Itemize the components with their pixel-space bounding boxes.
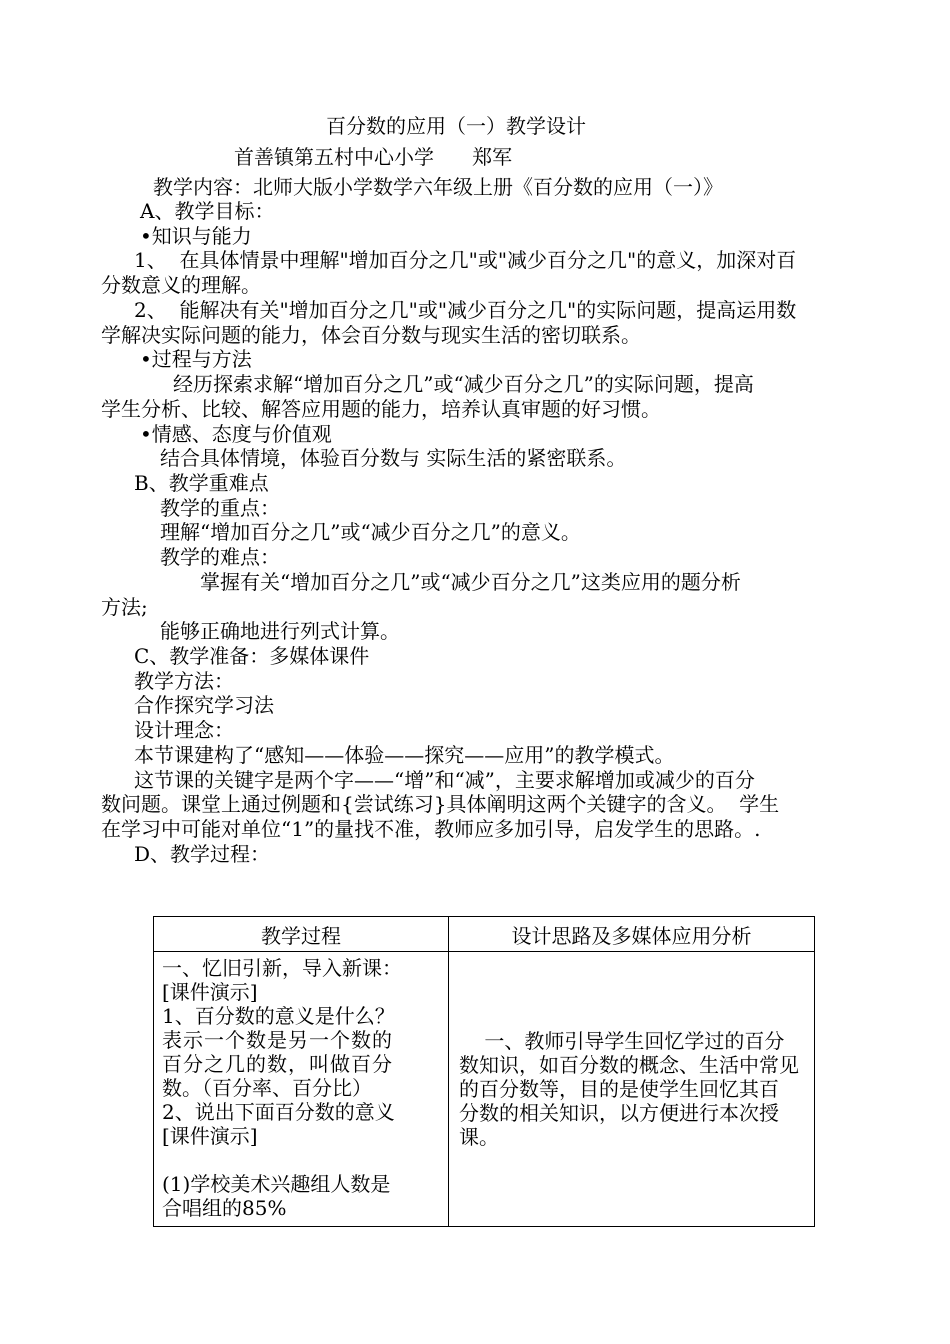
difficulty-line2: 方法; <box>101 595 148 619</box>
cell-line: [课件演示] <box>162 980 258 1004</box>
table-header-row <box>154 917 815 952</box>
section-d-heading: D、教学过程： <box>134 842 271 866</box>
difficulty-heading: 教学的难点： <box>160 545 280 569</box>
emotion-heading: •情感、态度与价值观 <box>140 422 332 446</box>
key-point-line: 理解“增加百分之几”或“减少百分之几”的意义。 <box>160 520 581 544</box>
emotion-line: 结合具体情境，体验百分数与 实际生活的紧密联系。 <box>160 446 627 470</box>
process-line2: 学生分析、比较、解答应用题的能力，培养认真审题的好习惯。 <box>101 397 661 421</box>
knowledge-heading: •知识与能力 <box>140 224 252 248</box>
cell-line: 表示一个数是另一个数的 <box>162 1028 393 1052</box>
teaching-process-table <box>153 916 815 1227</box>
analysis-line: 的百分数等，目的是使学生回忆其百 <box>459 1077 779 1101</box>
method-heading: 教学方法： <box>134 669 234 693</box>
design-analysis-cell <box>449 952 815 1227</box>
cell-line: 1、百分数的意义是什么？ <box>162 1004 395 1028</box>
process-heading: •过程与方法 <box>140 347 252 371</box>
analysis-line: 数知识，如百分数的概念、生活中常见 <box>459 1053 799 1077</box>
key-point-heading: 教学的重点： <box>160 496 280 520</box>
cell-line: [课件演示] <box>162 1124 258 1148</box>
cell-line: 一、忆旧引新，导入新课： <box>162 956 402 980</box>
analysis-line: 一、教师引导学生回忆学过的百分 <box>459 1029 785 1053</box>
section-c-heading: C、教学准备：多媒体课件 <box>134 644 370 668</box>
cell-line: 数。（百分率、百分比） <box>162 1076 372 1100</box>
keyword-line3: 在学习中可能对单位“1”的量找不准，教师应多加引导，启发学生的思路。. <box>101 817 761 841</box>
goal1-line1: 1、 在具体情景中理解"增加百分之几"或"减少百分之几"的意义，加深对百 <box>134 248 797 272</box>
design-analysis-text <box>459 1029 806 1149</box>
header-teaching-process: 教学过程 <box>154 917 449 952</box>
cell-line: 百分之几的数，叫做百分 <box>162 1052 393 1076</box>
section-b-heading: B、教学重难点 <box>134 471 269 495</box>
concept-heading: 设计理念： <box>134 718 234 742</box>
section-a-heading: A、教学目标： <box>140 199 275 223</box>
document-title: 百分数的应用（一）教学设计 <box>326 114 586 138</box>
concept-line: 本节课建构了“感知——体验——探究——应用”的教学模式。 <box>134 743 675 767</box>
difficulty-line1: 掌握有关“增加百分之几”或“减少百分之几”这类应用的题分析 <box>200 570 741 594</box>
goal1-line2: 分数意义的理解。 <box>101 273 261 297</box>
analysis-line: 课。 <box>459 1125 499 1149</box>
difficulty-line3: 能够正确地进行列式计算。 <box>160 619 400 643</box>
keyword-line2: 数问题。课堂上通过例题和{尝试练习}具体阐明这两个关键字的含义。 学生 <box>101 792 780 816</box>
method-line: 合作探究学习法 <box>134 693 274 717</box>
table-row <box>154 952 815 1227</box>
keyword-line1: 这节课的关键字是两个字——“增”和“减”，主要求解增加或减少的百分 <box>134 768 755 792</box>
analysis-line: 分数的相关知识，以方便进行本次授 <box>459 1101 779 1125</box>
teaching-content: 教学内容：北师大版小学数学六年级上册《百分数的应用（一）》 <box>153 175 723 199</box>
goal2-line1: 2、 能解决有关"增加百分之几"或"减少百分之几"的实际问题，提高运用数 <box>134 298 797 322</box>
cell-line: (1)学校美术兴趣组人数是 <box>162 1172 391 1196</box>
goal2-line2: 学解决实际问题的能力，体会百分数与现实生活的密切联系。 <box>101 323 641 347</box>
process-line1: 经历探索求解“增加百分之几”或“减少百分之几”的实际问题，提高 <box>173 372 754 396</box>
blank-line <box>162 1148 442 1172</box>
document-byline: 首善镇第五村中心小学 郑军 <box>234 145 513 169</box>
process-cell <box>154 952 449 1227</box>
header-design-analysis: 设计思路及多媒体应用分析 <box>449 917 815 952</box>
cell-line: 2、说出下面百分数的意义 <box>162 1100 395 1124</box>
cell-line: 合唱组的85% <box>162 1196 287 1220</box>
